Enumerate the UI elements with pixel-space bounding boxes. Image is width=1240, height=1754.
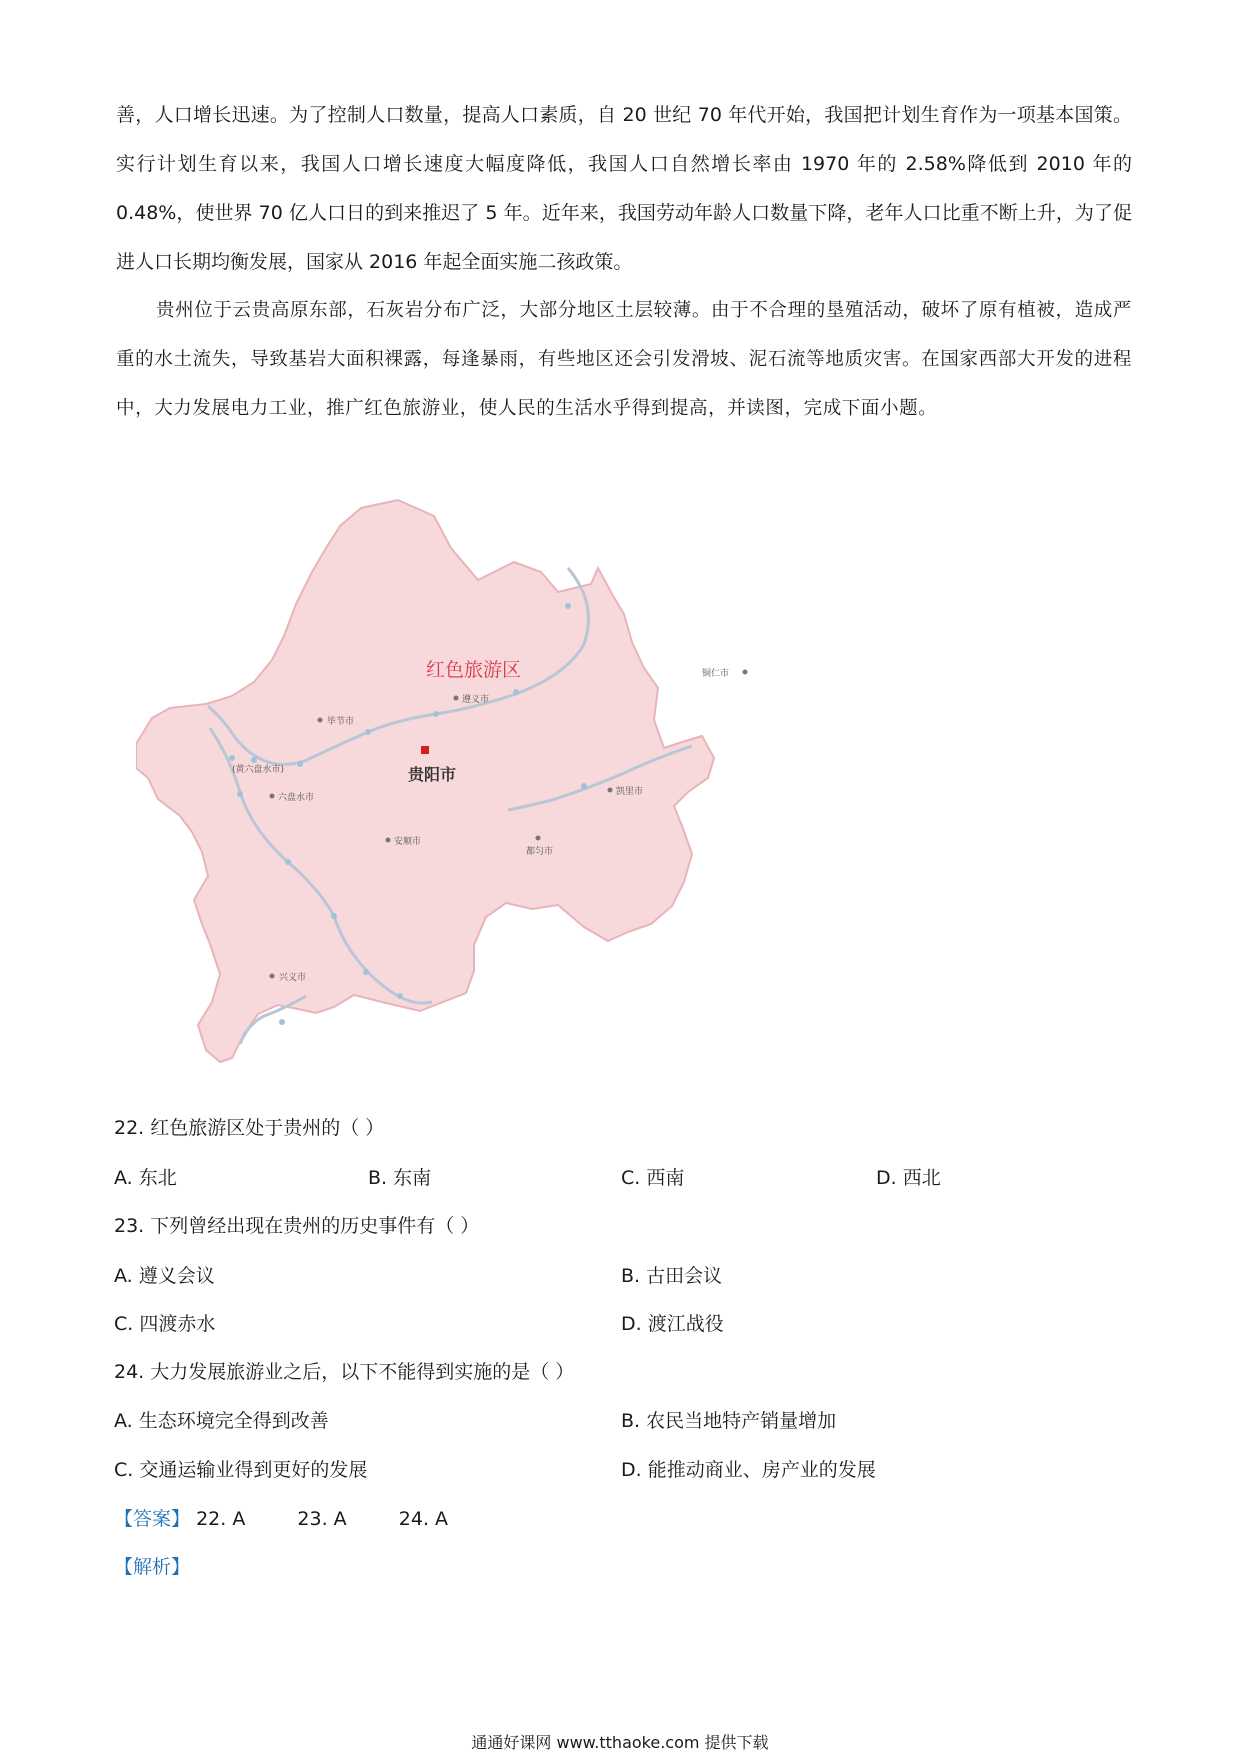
city-dot (743, 670, 748, 675)
q23-option-a: A. 遵义会议 (114, 1265, 215, 1287)
city-label-tongren: 铜仁市 (702, 669, 730, 679)
city-dot (318, 718, 323, 723)
red-tourism-zone-label: 红色旅游区 (426, 659, 522, 681)
answer-22: 22. A (196, 1508, 246, 1530)
guizhou-map (136, 496, 796, 1086)
q23-option-b: B. 古田会议 (621, 1265, 723, 1287)
q22-option-c: C. 西南 (621, 1167, 685, 1189)
question-22-stem: 22. 红色旅游区处于贵州的（ ） (114, 1117, 385, 1139)
answer-tag: 【答案】 (114, 1508, 191, 1530)
answer-line (114, 1505, 448, 1533)
capital-marker (421, 746, 429, 754)
city-label-liupanshui: 六盘水市 (278, 793, 315, 803)
answer-24: 24. A (398, 1508, 449, 1530)
q24-option-b: B. 农民当地特产销量增加 (621, 1410, 837, 1432)
city-label-anshun: 安顺市 (394, 837, 422, 847)
city-label-zunyi: 遵义市 (462, 695, 490, 705)
capital-label: 贵阳市 (408, 765, 457, 784)
page-footer: 通通好课网 www.tthaoke.com 提供下载 (471, 1733, 769, 1752)
q22-option-a: A. 东北 (114, 1167, 177, 1189)
city-dot (386, 838, 391, 843)
city-label-xingyi: 兴义市 (279, 973, 307, 983)
analysis-tag: 【解析】 (114, 1556, 191, 1578)
question-24-stem: 24. 大力发展旅游业之后，以下不能得到实施的是（ ） (114, 1361, 575, 1383)
q24-option-c: C. 交通运输业得到更好的发展 (114, 1459, 368, 1481)
intro-paragraph: 善，人口增长迅速。为了控制人口数量，提高人口素质，自 20 世纪 70 年代开始，我国把计划生育作为一项基本国策。实行计划生育以来，我国人口增长速度大幅度降低，我国人口自然增长率由 1970 年的 2.58%降低到 2010 年的 0.48%，使世界 70 亿人口日的到来推迟了 5 年。近年来，我国劳动年龄人口数量下降，老年人口比重不断上升，为了促进人口长期均衡发展，国家从 2016 年起全面实施二孩政策。 (116, 104, 1132, 273)
city-dot (536, 836, 541, 841)
q22-option-b: B. 东南 (368, 1167, 432, 1189)
city-label-bijie: 毕节市 (327, 717, 355, 727)
q24-option-a: A. 生态环境完全得到改善 (114, 1410, 329, 1432)
question-23-stem: 23. 下列曾经出现在贵州的历史事件有（ ） (114, 1215, 480, 1237)
city-dot (270, 794, 275, 799)
q24-option-d: D. 能推动商业、房产业的发展 (621, 1459, 876, 1481)
city-label-duyun: 都匀市 (526, 847, 554, 857)
city-dot (270, 974, 275, 979)
q23-option-d: D. 渡江战役 (621, 1313, 724, 1335)
guizhou-paragraph: 贵州位于云贵高原东部，石灰岩分布广泛，大部分地区土层较薄。由于不合理的垦殖活动，破坏了原有植被，造成严重的水土流失，导致基岩大面积裸露，每逢暴雨，有些地区还会引发滑坡、泥石流等地质灾害。在国家西部大开发的进程中，大力发展电力工业，推广红色旅游业，使人民的生活水乎得到提高，并读图，完成下面小题。 (116, 300, 1132, 419)
q22-option-d: D. 西北 (876, 1167, 941, 1189)
city-label-kaili: 凯里市 (616, 787, 644, 797)
city-label-liupanshui-alt: (黄六盘水市) (232, 765, 285, 775)
city-dot (454, 696, 459, 701)
q23-option-c: C. 四渡赤水 (114, 1313, 216, 1335)
answer-23: 23. A (297, 1508, 347, 1530)
city-dot (608, 788, 613, 793)
